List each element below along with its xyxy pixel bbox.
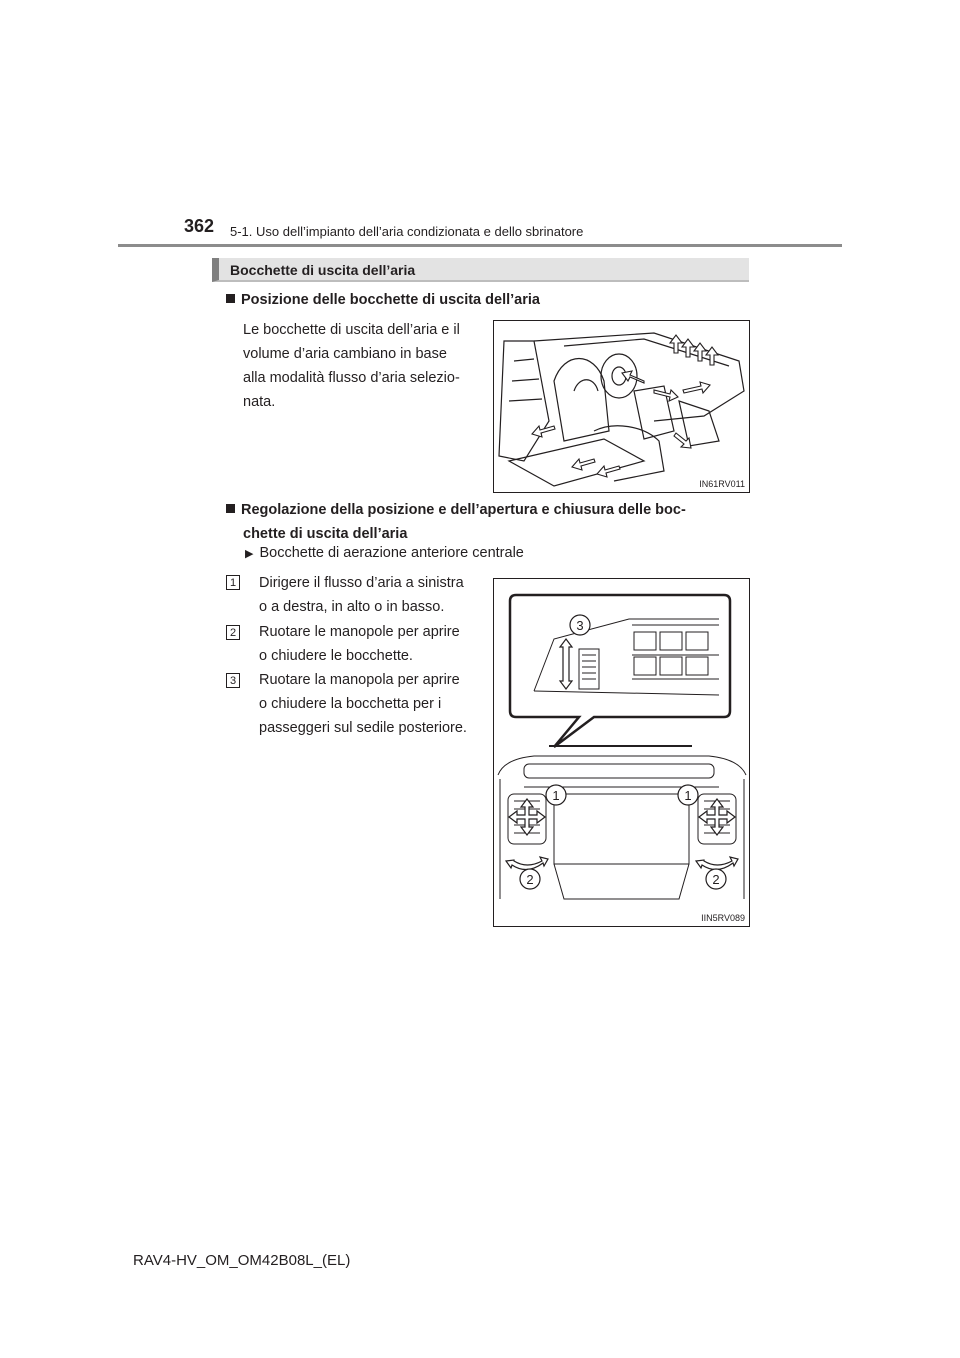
step-number-2: 2 (226, 625, 240, 640)
page-number: 362 (184, 216, 215, 236)
figure-code: IIN5RV089 (701, 913, 745, 923)
heading-line: Regolazione della posizione e dell’apertura e chiusura delle boc- (241, 502, 686, 518)
step-line: passeggeri sul sedile posteriore. (259, 720, 467, 736)
subheading-front-center-vents (245, 545, 524, 561)
callout-1-label: 1 (552, 788, 560, 803)
figure-front-center-vents (493, 578, 750, 927)
step-3-text (259, 668, 477, 740)
vent-position-paragraph (243, 318, 477, 414)
heading-vent-position (226, 288, 540, 312)
heading-vent-adjustment (226, 498, 750, 546)
step-line: o chiudere la bocchetta per i (259, 696, 442, 712)
triangle-bullet-icon: ▶ (245, 548, 254, 560)
figure-code: IN61RV011 (699, 479, 745, 489)
heading-line: chette di uscita dell’aria (243, 526, 408, 542)
step-line: Dirigere il flusso d’aria a sinistra (259, 575, 464, 591)
callout-2-label: 2 (526, 872, 534, 887)
callout-2-left (520, 869, 540, 889)
figure-vent-positions (493, 320, 750, 493)
step-2-text (259, 620, 477, 668)
step-1-text (259, 571, 477, 619)
step-line: Ruotare la manopola per aprire (259, 672, 460, 688)
callout-1-label: 1 (684, 788, 692, 803)
step-line: o a destra, in alto o in basso. (259, 599, 445, 615)
callout-1-left (546, 785, 566, 805)
square-bullet-icon (226, 504, 235, 513)
callout-2-label: 2 (712, 872, 720, 887)
paragraph-line: Le bocchette di uscita dell’aria e il (243, 322, 460, 338)
square-bullet-icon (226, 294, 235, 303)
paragraph-line: volume d’aria cambiano in base (243, 346, 447, 362)
center-vents-illustration (494, 579, 749, 926)
step-number-3: 3 (226, 673, 240, 688)
callout-1-right (678, 785, 698, 805)
step-number-1: 1 (226, 575, 240, 590)
step-line: Ruotare le manopole per aprire (259, 624, 460, 640)
callout-3 (570, 615, 590, 635)
chapter-title: 5-1. Uso dell’impianto dell’aria condizionata e dello sbrinatore (230, 224, 584, 239)
heading-vent-position-text: Posizione delle bocchette di uscita dell’aria (241, 292, 540, 308)
callout-3-label: 3 (576, 618, 584, 633)
paragraph-line: nata. (243, 394, 276, 410)
callout-2-right (706, 869, 726, 889)
step-line: o chiudere le bocchette. (259, 648, 413, 664)
section-header (212, 258, 749, 282)
document-code: RAV4-HV_OM_OM42B08L_(EL) (133, 1252, 351, 1269)
paragraph-line: alla modalità flusso d’aria selezio- (243, 370, 460, 386)
section-title: Bocchette di uscita dell’aria (230, 262, 416, 278)
car-interior-illustration (494, 321, 749, 492)
subheading-text: Bocchette di aerazione anteriore centrale (259, 545, 524, 561)
header-divider (118, 244, 842, 247)
